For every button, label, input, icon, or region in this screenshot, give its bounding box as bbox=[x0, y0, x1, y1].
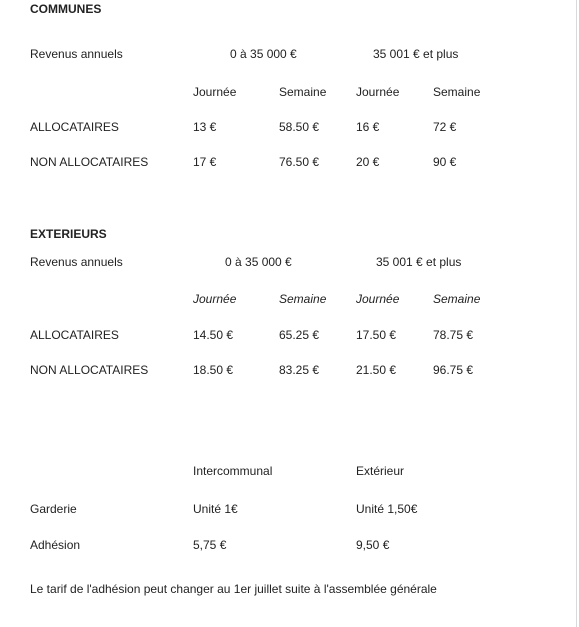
table-cell: 17.50 € bbox=[356, 328, 397, 342]
table-cell: 65.25 € bbox=[279, 328, 320, 342]
row-label: Adhésion bbox=[30, 538, 81, 552]
table-cell: 58.50 € bbox=[279, 120, 320, 134]
exterieurs-col-journee-high: Journée bbox=[356, 292, 400, 306]
table-cell: Unité 1,50€ bbox=[356, 502, 418, 516]
communes-range-low: 0 à 35 000 € bbox=[230, 47, 297, 61]
communes-col-semaine-low: Semaine bbox=[279, 85, 327, 99]
exterieurs-col-semaine-low: Semaine bbox=[279, 292, 327, 306]
table-cell: 13 € bbox=[193, 120, 217, 134]
table-cell: 17 € bbox=[193, 155, 217, 169]
table-cell: 83.25 € bbox=[279, 363, 320, 377]
table-cell: 9,50 € bbox=[356, 538, 390, 552]
communes-col-journee-low: Journée bbox=[193, 85, 237, 99]
row-label: NON ALLOCATAIRES bbox=[30, 363, 149, 377]
adhesion-note: Le tarif de l'adhésion peut changer au 1er juillet suite à l'assemblée générale bbox=[30, 582, 437, 596]
exterieurs-col-journee-low: Journée bbox=[193, 292, 237, 306]
communes-col-journee-high: Journée bbox=[356, 85, 400, 99]
table-cell: 78.75 € bbox=[433, 328, 474, 342]
table-cell: 16 € bbox=[356, 120, 380, 134]
row-label: Garderie bbox=[30, 502, 77, 516]
table-cell: 14.50 € bbox=[193, 328, 234, 342]
exterieurs-revenus-label: Revenus annuels bbox=[30, 255, 123, 269]
table-cell: 90 € bbox=[433, 155, 457, 169]
exterieurs-heading: EXTERIEURS bbox=[30, 227, 107, 241]
table-cell: 21.50 € bbox=[356, 363, 397, 377]
exterieurs-range-low: 0 à 35 000 € bbox=[225, 255, 292, 269]
table-cell: Unité 1€ bbox=[193, 502, 238, 516]
col-intercommunal: Intercommunal bbox=[193, 464, 273, 478]
communes-heading: COMMUNES bbox=[30, 2, 102, 16]
table-cell: 18.50 € bbox=[193, 363, 234, 377]
row-label: NON ALLOCATAIRES bbox=[30, 155, 149, 169]
table-cell: 76.50 € bbox=[279, 155, 320, 169]
table-cell: 96.75 € bbox=[433, 363, 474, 377]
communes-range-high: 35 001 € et plus bbox=[373, 47, 459, 61]
exterieurs-col-semaine-high: Semaine bbox=[433, 292, 481, 306]
communes-revenus-label: Revenus annuels bbox=[30, 47, 123, 61]
table-cell: 72 € bbox=[433, 120, 457, 134]
row-label: ALLOCATAIRES bbox=[30, 120, 119, 134]
row-label: ALLOCATAIRES bbox=[30, 328, 119, 342]
table-cell: 5,75 € bbox=[193, 538, 227, 552]
page-edge-divider bbox=[576, 0, 577, 627]
table-cell: 20 € bbox=[356, 155, 380, 169]
exterieurs-range-high: 35 001 € et plus bbox=[376, 255, 462, 269]
col-exterieur: Extérieur bbox=[356, 464, 405, 478]
communes-col-semaine-high: Semaine bbox=[433, 85, 481, 99]
